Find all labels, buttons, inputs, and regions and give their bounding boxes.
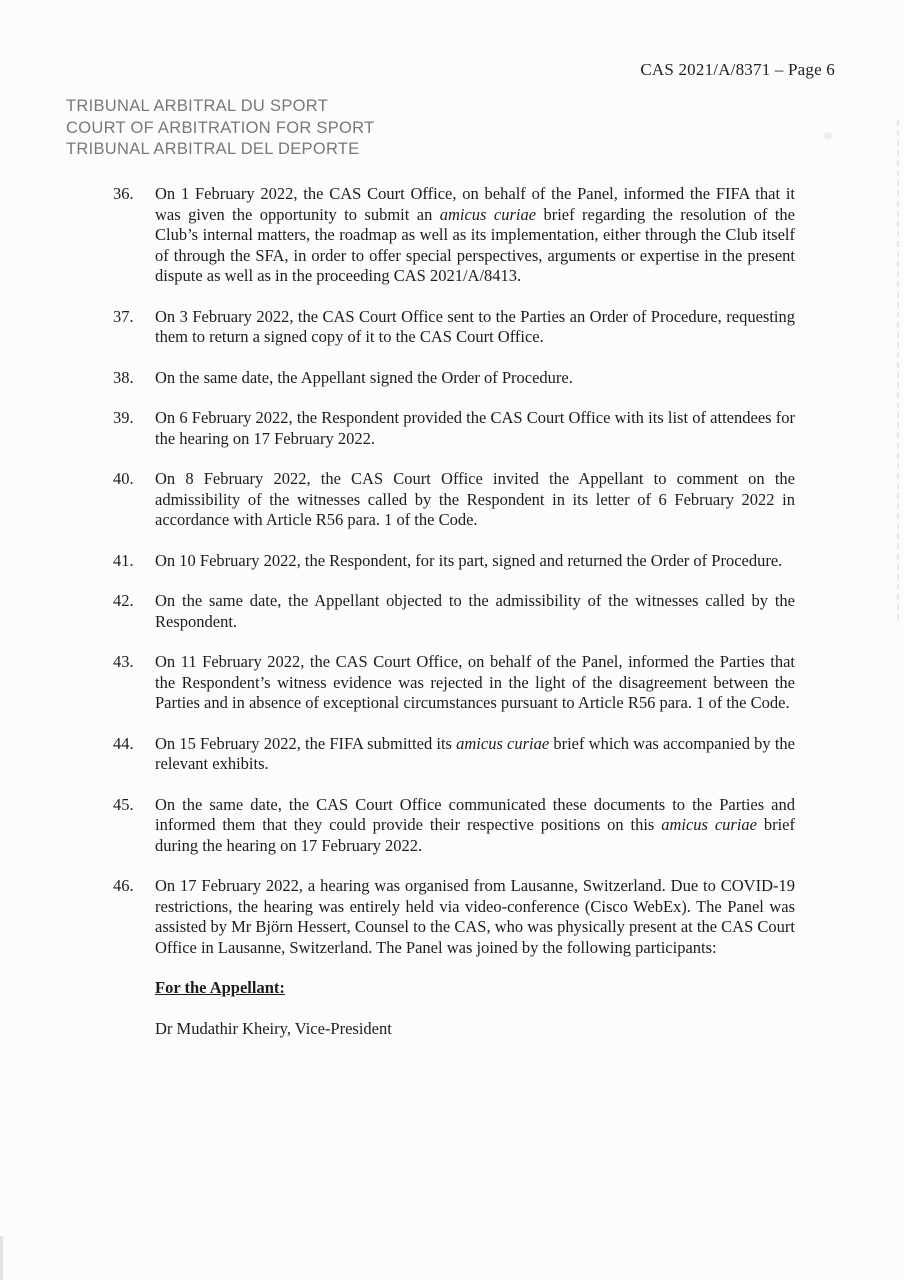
paragraph-text [155, 408, 795, 449]
paragraph-text [155, 876, 795, 958]
text-segment: On 8 February 2022, the CAS Court Office invited the Appellant to comment on the admissibility of the witnesses called by the Respondent in its letter of 6 February 2022 in accordance with Article R56 para. 1 of the Code. [155, 469, 795, 529]
text-segment: brief during the hearing on 17 February 2022. [155, 815, 795, 855]
paragraph-text [155, 184, 795, 287]
paragraph-row [113, 307, 795, 348]
paragraph-text [155, 652, 795, 714]
paragraph-row [113, 184, 795, 287]
paragraph-text [155, 469, 795, 531]
scan-artifact-right-edge [897, 120, 899, 620]
text-segment: On 1 February 2022, the CAS Court Office, on behalf of the Panel, informed the FIFA that it was given the opportunity to submit an [155, 184, 795, 224]
paragraph-text [155, 368, 795, 389]
paragraph-number: 44. [113, 733, 134, 753]
latin-phrase: amicus curiae [661, 815, 757, 834]
text-segment: brief which was accompanied by the relevant exhibits. [155, 733, 795, 773]
scan-artifact-dot [824, 132, 832, 140]
text-segment: On 6 February 2022, the Respondent provided the CAS Court Office with its list of attendees for the hearing on 17 February 2022. [155, 408, 795, 448]
paragraph-number: 45. [113, 794, 134, 814]
text-segment: On 17 February 2022, a hearing was organised from Lausanne, Switzerland. Due to COVID-19 restrictions, the hearing was entirely held via video-conference (Cisco WebEx). The Panel was assisted by Mr Björn Hessert, Counsel to the CAS, who was physically present at the CAS Court Office in Lausanne, Switzerland. The Panel was joined by the following participants: [155, 876, 795, 957]
paragraph-text [155, 307, 795, 348]
letterhead-line-english: COURT OF ARBITRATION FOR SPORT [66, 118, 375, 137]
paragraph-row [113, 368, 795, 389]
paragraph-number: 46. [113, 876, 134, 895]
letterhead-line-spanish: TRIBUNAL ARBITRAL DEL DEPORTE [66, 140, 360, 158]
paragraph-text [155, 795, 795, 857]
scan-artifact-bottom-left [0, 1236, 3, 1280]
text-segment: On the same date, the Appellant objected to the admissibility of the witnesses called by the Respondent. [155, 591, 795, 631]
letterhead-line-french: TRIBUNAL ARBITRAL DU SPORT [66, 97, 329, 115]
text-segment: On the same date, the CAS Court Office communicated these documents to the Parties and informed them that they could provide their respective positions on this [155, 794, 795, 834]
text-segment: On the same date, the Appellant signed the Order of Procedure. [155, 367, 573, 387]
latin-phrase: amicus curiae [456, 733, 550, 753]
paragraph-row [113, 652, 795, 714]
paragraph-row [113, 734, 795, 775]
page-reference: CAS 2021/A/8371 – Page 6 [640, 60, 835, 79]
text-segment: On 10 February 2022, the Respondent, for its part, signed and returned the Order of Procedure. [155, 550, 783, 570]
paragraph-number: 40. [113, 469, 134, 488]
paragraph-row [113, 591, 795, 632]
paragraph-number: 42. [113, 591, 134, 610]
paragraph-row [113, 551, 795, 572]
text-segment: brief regarding the resolution of the Club’s internal matters, the roadmap as well as its implementation, either through the Club itself of through the SFA, in order to offer special perspectives, arguments or expertise in the present dispute as well as in the proceeding CAS 2021/A/8413. [155, 204, 795, 285]
paragraph-number: 36. [113, 184, 134, 203]
paragraph-text [155, 551, 795, 572]
paragraph-number: 39. [113, 408, 134, 427]
paragraph-number: 37. [113, 306, 134, 326]
letterhead [66, 96, 374, 161]
paragraph-row [113, 408, 795, 449]
paragraph-number: 38. [113, 367, 134, 387]
paragraph-text [155, 591, 795, 632]
paragraph-number: 41. [113, 550, 134, 570]
paragraph-text [155, 734, 795, 775]
text-segment: On 11 February 2022, the CAS Court Office, on behalf of the Panel, informed the Parties that the Respondent’s witness evidence was rejected in the light of the disagreement between the Parties and in absence of exceptional circumstances pursuant to Article R56 para. 1 of the Code. [155, 652, 795, 712]
latin-phrase: amicus curiae [439, 204, 537, 224]
document-body [113, 184, 795, 1039]
appellant-attendee: Dr Mudathir Kheiry, Vice-President [155, 1018, 392, 1038]
text-segment: On 3 February 2022, the CAS Court Office sent to the Parties an Order of Procedure, requesting them to return a signed copy of it to the CAS Court Office. [155, 306, 795, 346]
paragraph-list [113, 184, 795, 958]
appellant-section-heading: For the Appellant: [155, 978, 285, 997]
text-segment: On 15 February 2022, the FIFA submitted its [155, 733, 457, 753]
paragraph-number: 43. [113, 652, 134, 671]
paragraph-row [113, 876, 795, 958]
paragraph-row [113, 469, 795, 531]
paragraph-row [113, 795, 795, 857]
